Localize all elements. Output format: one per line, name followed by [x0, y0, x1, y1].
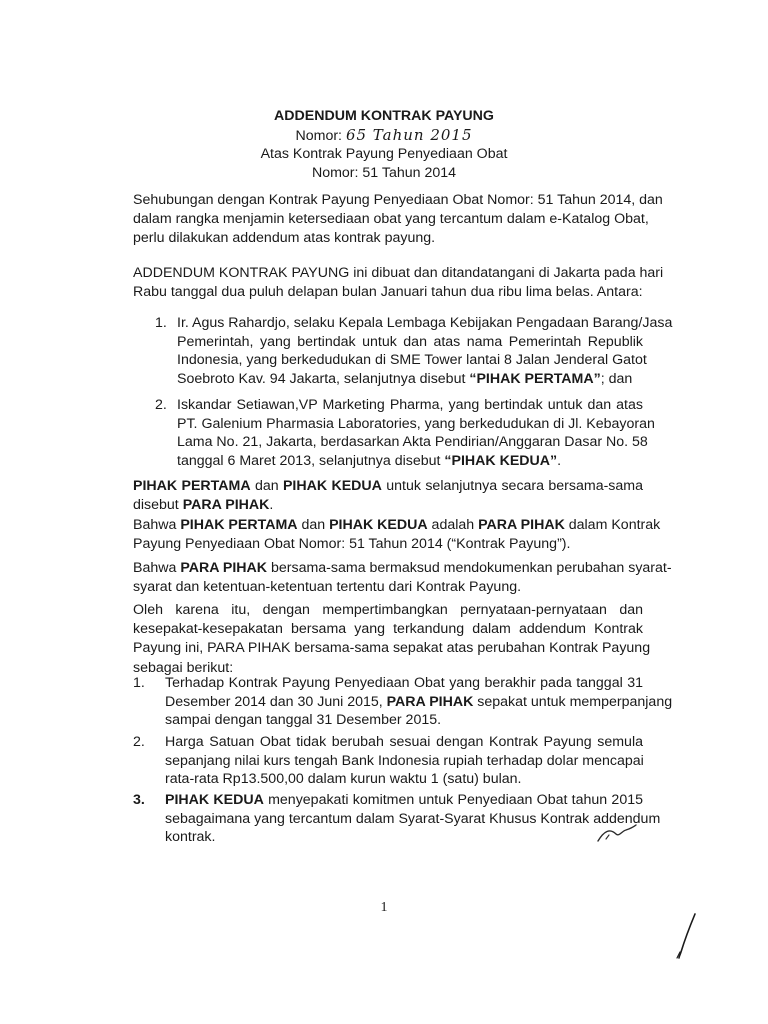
- intro-paragraph: [133, 191, 663, 249]
- text-line: Ir. Agus Rahardjo, selaku Kepala Lembaga Kebijakan Pengadaan Barang/Jasa: [177, 315, 673, 331]
- text-line: sampai dengan tanggal 31 Desember 2015.: [165, 712, 442, 729]
- text-line: kesepakat-kesepakatan bersama yang terkandung dalam addendum Kontrak: [133, 621, 643, 638]
- change-list-item: [133, 674, 673, 730]
- text-line: Soebroto Kav. 94 Jakarta, selanjutnya disebut “PIHAK PERTAMA”; dan: [177, 371, 633, 388]
- text-line: sebagaimana yang tercantum dalam Syarat-Syarat Khusus Kontrak addendum: [165, 810, 661, 827]
- text-line: Harga Satuan Obat tidak berubah sesuai dengan Kontrak Payung semula: [165, 734, 643, 750]
- change-list-item: [133, 733, 643, 789]
- text-line: Pemerintah, yang bertindak untuk dan atas nama Pemerintah Republik: [177, 333, 643, 350]
- handwritten-number: 65 Tahun 2015: [345, 125, 473, 144]
- party-list-item: [155, 314, 673, 389]
- text-line: Iskandar Setiawan,VP Marketing Pharma, yang bertindak untuk dan atas: [177, 397, 643, 413]
- text-line: PIHAK PERTAMA dan PIHAK KEDUA untuk selanjutnya secara bersama-sama: [133, 478, 644, 494]
- intent-paragraph: [133, 559, 672, 597]
- nomor-label: Nomor:: [295, 127, 342, 144]
- agreement-paragraph: [133, 601, 651, 678]
- signature-stroke: [674, 912, 700, 960]
- party-list-item: [155, 396, 655, 471]
- text-line: syarat dan ketentuan-ketentuan tertentu dari Kontrak Payung.: [133, 579, 522, 596]
- text-line: Rabu tanggal dua puluh delapan bulan Januari tahun dua ribu lima belas. Antara:: [133, 284, 643, 301]
- text-line: sepanjang nilai kurs tengah Bank Indonesia rupiah terhadap dolar mencapai: [165, 752, 644, 769]
- text-line: Indonesia, yang berkedudukan di SME Tower lantai 8 Jalan Jenderal Gatot: [177, 352, 647, 369]
- text-line: ADDENDUM KONTRAK PAYUNG ini dibuat dan ditandatangani di Jakarta pada hari: [133, 265, 664, 281]
- text-line: Desember 2014 dan 30 Juni 2015, PARA PIHAK sepakat untuk memperpanjang: [165, 693, 673, 710]
- text-line: Lama No. 21, Jakarta, berdasarkan Akta Pendirian/Anggaran Dasar No. 58: [177, 434, 648, 451]
- text-line: Payung Penyediaan Obat Nomor: 51 Tahun 2014 (“Kontrak Payung”).: [133, 536, 571, 553]
- text-line: PIHAK KEDUA menyepakati komitmen untuk Penyediaan Obat tahun 2015: [165, 792, 643, 808]
- text-line: PT. Galenium Pharmasia Laboratories, yang berkedudukan di Jl. Kebayoran: [177, 415, 655, 432]
- text-line: perlu dilakukan addendum atas kontrak payung.: [133, 230, 436, 247]
- page-number: 1: [380, 900, 388, 915]
- text-line: tanggal 6 Maret 2013, selanjutnya disebut “PIHAK KEDUA”.: [177, 453, 562, 470]
- text-line: Bahwa PARA PIHAK bersama-sama bermaksud mendokumenkan perubahan syarat-: [133, 560, 672, 576]
- text-line: disebut PARA PIHAK.: [133, 497, 274, 514]
- document-header: [0, 107, 768, 182]
- change-list-item: [133, 791, 661, 847]
- signing-paragraph: [133, 264, 664, 302]
- list-number: 1.: [155, 315, 167, 331]
- subtitle-number: Nomor: 51 Tahun 2014: [311, 164, 457, 181]
- list-number: 1.: [133, 675, 145, 691]
- party-name: “PIHAK PERTAMA”: [469, 371, 601, 388]
- text-line: kontrak.: [165, 829, 216, 846]
- document-subtitle: Atas Kontrak Payung Penyediaan Obat: [260, 146, 508, 162]
- text-line: Bahwa PIHAK PERTAMA dan PIHAK KEDUA adalah PARA PIHAK dalam Kontrak: [133, 517, 661, 533]
- text-line: Oleh karena itu, dengan mempertimbangkan pernyataan-pernyataan dan: [133, 602, 643, 618]
- text-line: Terhadap Kontrak Payung Penyediaan Obat yang berakhir pada tanggal 31: [165, 675, 643, 691]
- list-number: 3.: [133, 792, 145, 808]
- list-number: 2.: [133, 734, 145, 750]
- party-name: “PIHAK KEDUA”: [444, 453, 558, 470]
- paraf-mark: [596, 822, 638, 844]
- text-line: sebagai berikut:: [133, 659, 234, 676]
- whereas-paragraph: [133, 516, 661, 554]
- text-line: rata-rata Rp13.500,00 dalam kurun waktu 1 (satu) bulan.: [165, 771, 522, 788]
- text-line: dalam rangka menjamin ketersediaan obat yang tercantum dalam e-Katalog Obat,: [133, 211, 649, 228]
- text-line: Payung ini, PARA PIHAK bersama-sama sepakat atas perubahan Kontrak Payung: [133, 640, 651, 657]
- text-line: Sehubungan dengan Kontrak Payung Penyediaan Obat Nomor: 51 Tahun 2014, dan: [133, 192, 663, 208]
- document-title: ADDENDUM KONTRAK PAYUNG: [274, 108, 494, 124]
- list-number: 2.: [155, 397, 167, 413]
- nomor-line: [0, 126, 768, 146]
- parties-paragraph: [133, 477, 643, 515]
